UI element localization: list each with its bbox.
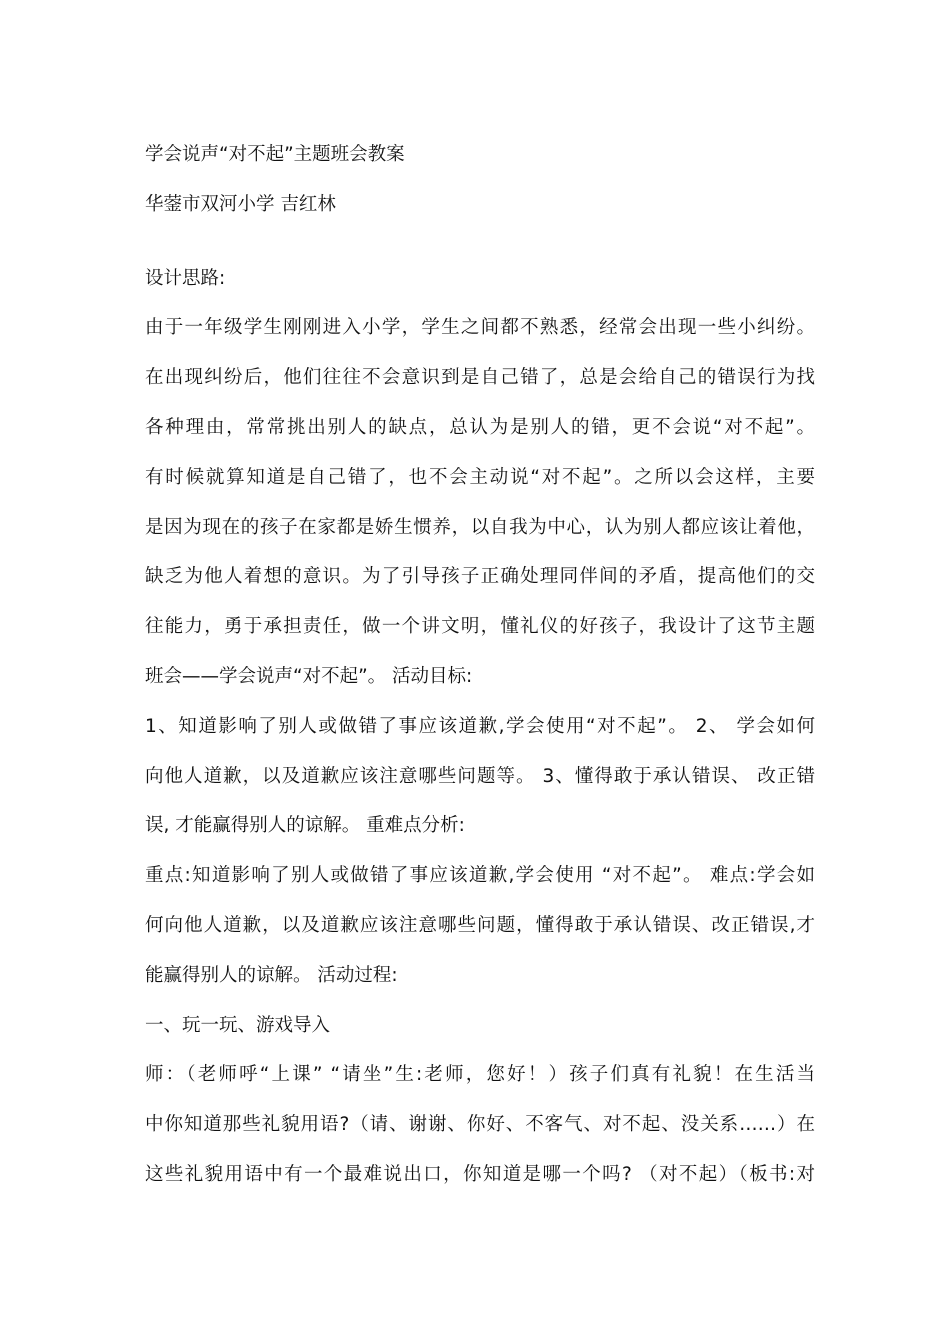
paragraph-line: 师：（老师呼“上课” “请坐”生:老师，您好！）孩子们真有礼貌！在生活当 — [145, 1064, 815, 1086]
paragraph-line: 缺乏为他人着想的意识。为了引导孩子正确处理同伴间的矛盾，提高他们的交 — [145, 566, 815, 588]
paragraph-line: 向他人道歉，以及道歉应该注意哪些问题等。 3、懂得敢于承认错误、 改正错 — [145, 765, 815, 787]
document-author: 华蓥市双河小学 吉红林 — [145, 193, 336, 215]
paragraph-line: 是因为现在的孩子在家都是娇生惯养，以自我为中心，认为别人都应该让着他， — [145, 516, 815, 538]
spacer — [145, 230, 815, 254]
paragraph-line: 往能力，勇于承担责任，做一个讲文明，懂礼仪的好孩子，我设计了这节主题 — [145, 616, 815, 638]
paragraph-line: 班会——学会说声“对不起”。 活动目标: — [145, 665, 473, 687]
paragraph-line: 在出现纠纷后，他们往往不会意识到是自己错了，总是会给自己的错误行为找 — [145, 367, 815, 389]
paragraph-line: 这些礼貌用语中有一个最难说出口，你知道是哪一个吗? （对不起）（板书:对 — [145, 1163, 815, 1185]
paragraph-line: 何向他人道歉，以及道歉应该注意哪些问题，懂得敢于承认错误、改正错误,才 — [145, 914, 815, 936]
paragraph-line: 能赢得别人的谅解。 活动过程: — [145, 964, 398, 986]
paragraph-line: 有时候就算知道是自己错了，也不会主动说“对不起”。之所以会这样，主要 — [145, 466, 815, 488]
paragraph-line: 中你知道那些礼貌用语?（请、谢谢、你好、不客气、对不起、没关系……）在 — [145, 1114, 815, 1136]
paragraph-line: 由于一年级学生刚刚进入小学，学生之间都不熟悉，经常会出现一些小纠纷。 — [145, 317, 815, 339]
paragraph-line: 误, 才能赢得别人的谅解。 重难点分析: — [145, 815, 465, 837]
document-body — [145, 130, 815, 1200]
paragraph-line: 1、知道影响了别人或做错了事应该道歉,学会使用“对不起”。 2、 学会如何 — [145, 715, 815, 737]
section-heading-design: 设计思路: — [145, 267, 226, 289]
document-title: 学会说声“对不起”主题班会教案 — [145, 144, 405, 165]
paragraph-line: 各种理由，常常挑出别人的缺点，总认为是别人的错，更不会说“对不起”。 — [145, 416, 815, 438]
paragraph-line: 重点:知道影响了别人或做错了事应该道歉,学会使用 “对不起”。 难点:学会如 — [145, 865, 815, 887]
section-heading-game: 一、玩一玩、游戏导入 — [145, 1014, 331, 1036]
